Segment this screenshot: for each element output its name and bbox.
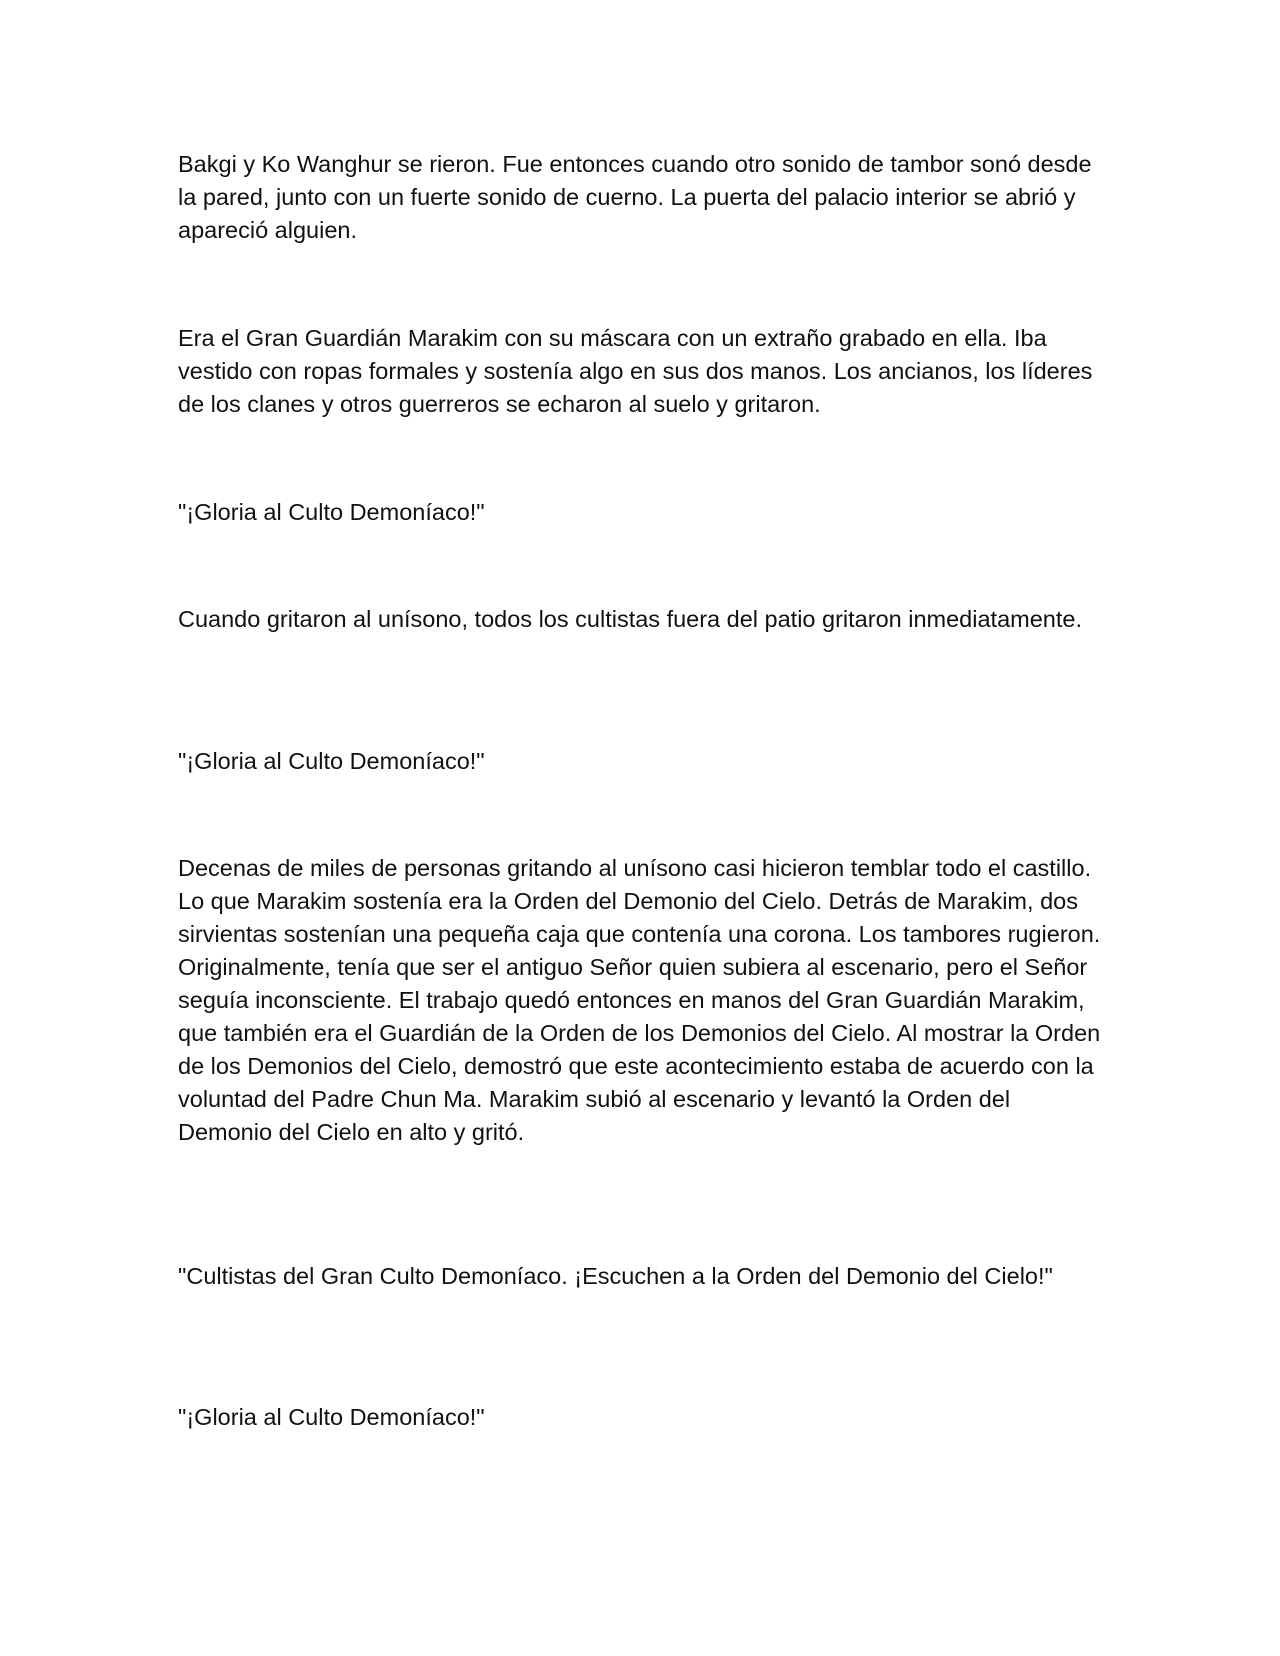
paragraph-3-quote: "¡Gloria al Culto Demoníaco!" (178, 499, 485, 525)
paragraph-4: Cuando gritaron al unísono, todos los cultistas fuera del patio gritaron inmediatamente. (178, 606, 1082, 632)
paragraph-6: Decenas de miles de personas gritando al unísono casi hicieron temblar todo el castillo. Lo que Marakim sostenía era la Orden del Demonio del Cielo. Detrás de Marakim, dos sirvientas sostenían una pequeña caja que contenía una corona. Los tambores rugieron. Originalmente, tenía que ser el antiguo Señor quien subiera al escenario, pero el Señor seguía inconsciente. El trabajo quedó entonces en manos del Gran Guardián Marakim, que también era el Guardián de la Orden de los Demonios del Cielo. Al mostrar la Orden de los Demonios del Cielo, demostró que este acontecimiento estaba de acuerdo con la voluntad del Padre Chun Ma. Marakim subió al escenario y levantó la Orden del Demonio del Cielo en alto y gritó. (178, 855, 1101, 1145)
paragraph-1: Bakgi y Ko Wanghur se rieron. Fue entonces cuando otro sonido de tambor sonó desde la pared, junto con un fuerte sonido de cuerno. La puerta del palacio interior se abrió y apareció alguien. (178, 151, 1092, 243)
paragraph-2: Era el Gran Guardián Marakim con su máscara con un extraño grabado en ella. Iba vestido con ropas formales y sostenía algo en sus dos manos. Los ancianos, los líderes de los clanes y otros guerreros se echaron al suelo y gritaron. (178, 325, 1093, 417)
paragraph-8-quote: "¡Gloria al Culto Demoníaco!" (178, 1404, 485, 1430)
paragraph-7-quote: "Cultistas del Gran Culto Demoníaco. ¡Escuchen a la Orden del Demonio del Cielo!" (178, 1263, 1053, 1289)
paragraph-5-quote: "¡Gloria al Culto Demoníaco!" (178, 748, 485, 774)
